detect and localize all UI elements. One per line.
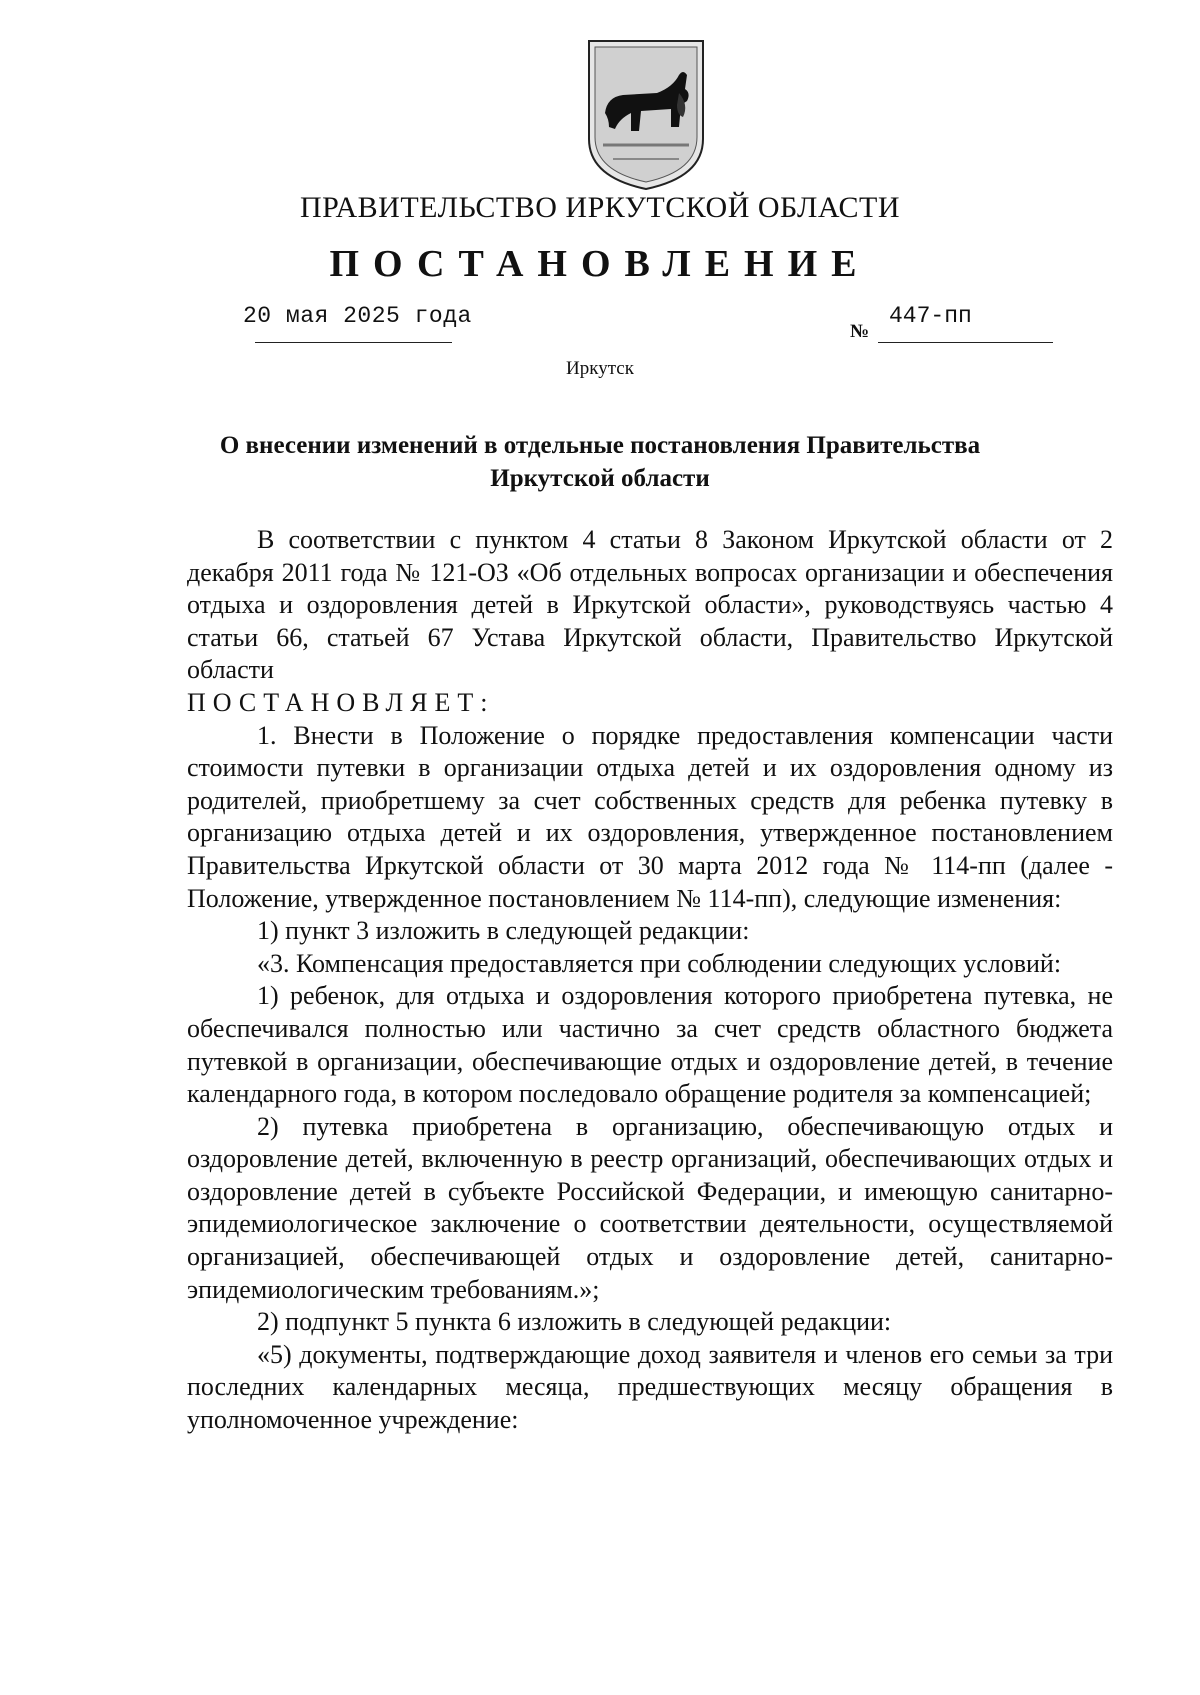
city-name: Иркутск	[566, 358, 634, 379]
document-number: 447-пп	[889, 303, 972, 329]
body-paragraph: 1) пункт 3 изложить в следующей редакции:	[257, 916, 750, 946]
document-date: 20 мая 2025 года	[243, 303, 472, 329]
irkutsk-coat-of-arms-icon	[583, 35, 709, 193]
body-paragraph: 1. Внести в Положение о порядке предоставления компенсации части стоимости путевки в организации отдыха детей и их оздоровления одному из родителей, приобретшему за счет собственных средств для ребенка путевку в организацию отдыха детей и их оздоровления, утвержденное постановлением Правительства Иркутской области от 30 марта 2012 года № 114-пп (далее - Положение, утвержденное постановлением № 114-пп), следующие изменения:	[187, 720, 1113, 913]
decree-word: ПОСТАНОВЛЯЕТ:	[187, 687, 495, 717]
body-paragraph: 2) путевка приобретена в организацию, обеспечивающую отдых и оздоровление детей, включенную в реестр организаций, обеспечивающих отдых и оздоровление детей в субъекте Российской Федерации, и имеющую санитарно-эпидемиологическое заключение о соответствии деятельности, осуществляемой организацией, обеспечивающей отдых и оздоровление детей, санитарно-эпидемиологическим требованиям.»;	[187, 1111, 1113, 1304]
body-paragraph: 2) подпункт 5 пункта 6 изложить в следующей редакции:	[257, 1307, 892, 1337]
body-paragraph: «3. Компенсация предоставляется при соблюдении следующих условий:	[257, 948, 1062, 978]
document-title: О внесении изменений в отдельные постановления Правительства Иркутской области	[219, 432, 981, 492]
date-underline	[255, 342, 452, 343]
government-name: ПРАВИТЕЛЬСТВО ИРКУТСКОЙ ОБЛАСТИ	[299, 191, 901, 224]
number-underline	[878, 342, 1053, 343]
number-sign: №	[850, 321, 870, 342]
body-paragraph: «5) документы, подтверждающие доход заявителя и членов его семьи за три последних календарных месяца, предшествующих месяцу обращения в уполномоченное учреждение:	[187, 1339, 1113, 1435]
document-body	[187, 524, 1113, 1437]
document-type: ПОСТАНОВЛЕНИЕ	[329, 243, 871, 285]
preamble-paragraph: В соответствии с пунктом 4 статьи 8 Законом Иркутской области от 2 декабря 2011 года № 121-ОЗ «Об отдельных вопросах организации и обеспечения отдыха и оздоровления детей в Иркутской области», руководствуясь частью 4 статьи 66, статьей 67 Устава Иркутской области, Правительство Иркутской области	[187, 525, 1113, 685]
body-paragraph: 1) ребенок, для отдыха и оздоровления которого приобретена путевка, не обеспечивался полностью или частично за счет средств областного бюджета путевкой в организации, обеспечивающие отдых и оздоровление детей, в течение календарного года, в котором последовало обращение родителя за компенсацией;	[187, 981, 1113, 1109]
